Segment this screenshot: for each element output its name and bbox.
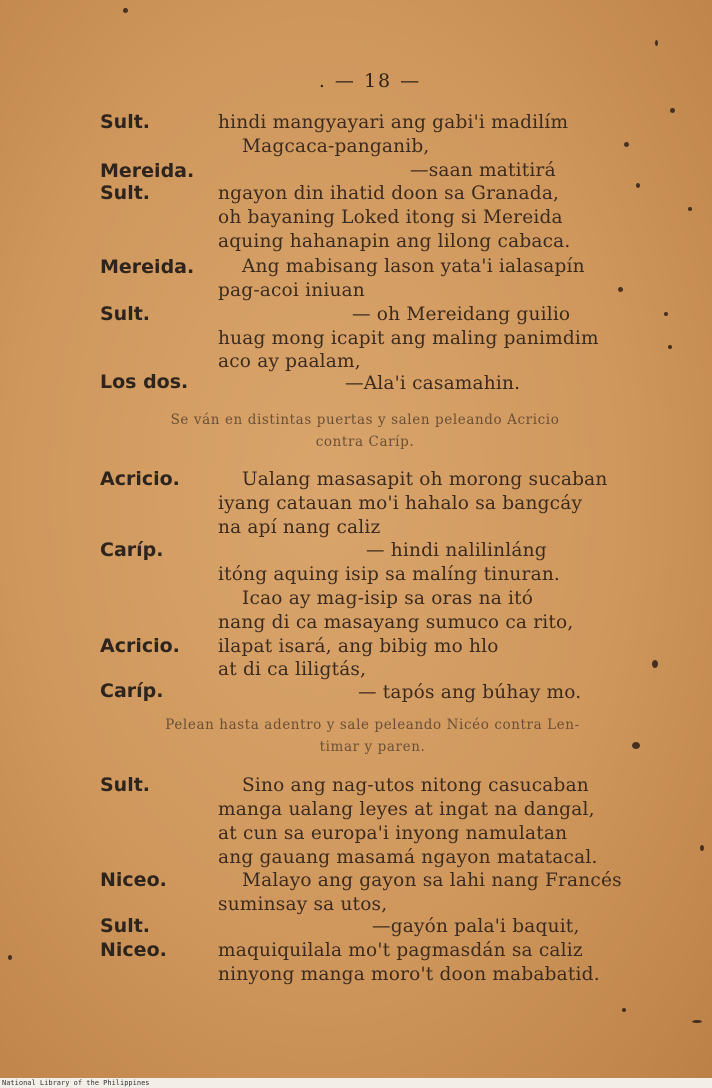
verse-line: Ang mabisang lason yata'i ialasapín (242, 256, 585, 277)
verse-line: manga ualang leyes at ingat na dangal, (218, 799, 595, 820)
ink-speck (692, 1020, 702, 1023)
ink-speck (668, 345, 672, 349)
verse-line: —saan matitirá (410, 160, 556, 181)
ink-speck (8, 955, 12, 960)
ink-speck (700, 845, 704, 851)
verse-line: na apí nang caliz (218, 517, 381, 538)
ink-speck (664, 312, 668, 316)
ink-speck (636, 183, 640, 188)
speaker-label: Sult. (100, 915, 151, 937)
verse-line: hindi mangyayari ang gabi'i madilím (218, 112, 569, 133)
verse-line: ilapat isará, ang bibig mo hlo (218, 636, 499, 657)
speaker-label: Mereida. (100, 256, 195, 278)
verse-line: Sino ang nag-utos nitong casucaban (242, 775, 589, 796)
speaker-label: Mereida. (100, 160, 195, 182)
verse-line: Magcaca-panganib, (242, 136, 430, 157)
speaker-label: Niceo. (100, 939, 167, 961)
verse-line: pag-acoi iniuan (218, 280, 365, 301)
ink-speck (624, 142, 629, 147)
verse-line: aco ay paalam, (218, 351, 361, 372)
verse-line: —gayón pala'i baquit, (372, 916, 580, 937)
verse-line: maquiquilala mo't pagmasdán sa caliz (218, 940, 583, 961)
ink-speck (652, 660, 658, 668)
speaker-label: Sult. (100, 774, 151, 796)
verse-line: —Ala'i casamahin. (345, 373, 521, 394)
ink-speck (123, 8, 128, 13)
speaker-label: Acricio. (100, 635, 180, 657)
speaker-label: Sult. (100, 111, 151, 133)
verse-line: ang gauang masamá ngayon matatacal. (218, 847, 598, 868)
speaker-label: Caríp. (100, 680, 164, 702)
ink-speck (670, 108, 675, 113)
verse-line: Malayo ang gayon sa lahi nang Francés (242, 870, 622, 891)
verse-line: iyang catauan mo'i hahalo sa bangcáy (218, 493, 583, 514)
verse-line: ninyong manga moro't doon mababatid. (218, 964, 600, 985)
stage-direction: contra Caríp. (315, 434, 415, 450)
speaker-label: Caríp. (100, 539, 164, 561)
stage-direction: Pelean hasta adentro y sale peleando Nicéo contra Len- (165, 717, 580, 733)
speaker-label: Sult. (100, 182, 151, 204)
verse-line: huag mong icapit ang maling panimdim (218, 328, 599, 349)
ink-speck (688, 207, 692, 211)
verse-line: — oh Mereidang guilio (352, 304, 571, 325)
speaker-label: Acricio. (100, 468, 180, 490)
stage-direction: timar y paren. (319, 739, 426, 755)
verse-line: at cun sa europa'i inyong namulatan (218, 823, 568, 844)
verse-line: nang di ca masayang sumuco ca rito, (218, 612, 574, 633)
verse-line: — hindi nalilinláng (366, 540, 547, 561)
verse-line: suminsay sa utos, (218, 894, 388, 915)
ink-speck (655, 40, 658, 46)
verse-line: Icao ay mag-isip sa oras na itó (242, 588, 534, 609)
verse-line: itóng aquing isip sa malíng tinuran. (218, 564, 561, 585)
speaker-label: Los dos. (100, 371, 189, 393)
verse-line: Ualang masasapit oh morong sucaban (242, 469, 608, 490)
speaker-label: Sult. (100, 303, 151, 325)
ink-speck (618, 287, 623, 292)
verse-line: oh bayaning Loked itong si Mereida (218, 207, 563, 228)
verse-line: at di ca liligtás, (218, 659, 367, 680)
archive-footer: National Library of the Philippines (0, 1078, 712, 1088)
verse-line: aquing hahanapin ang lilong cabaca. (218, 231, 571, 252)
page-number: . — 18 — (318, 70, 422, 92)
verse-line: — tapós ang búhay mo. (358, 682, 582, 703)
verse-line: ngayon din ihatid doon sa Granada, (218, 183, 560, 204)
ink-speck (622, 1008, 626, 1012)
speaker-label: Niceo. (100, 869, 167, 891)
stage-direction: Se ván en distintas puertas y salen peleando Acricio (170, 412, 560, 428)
